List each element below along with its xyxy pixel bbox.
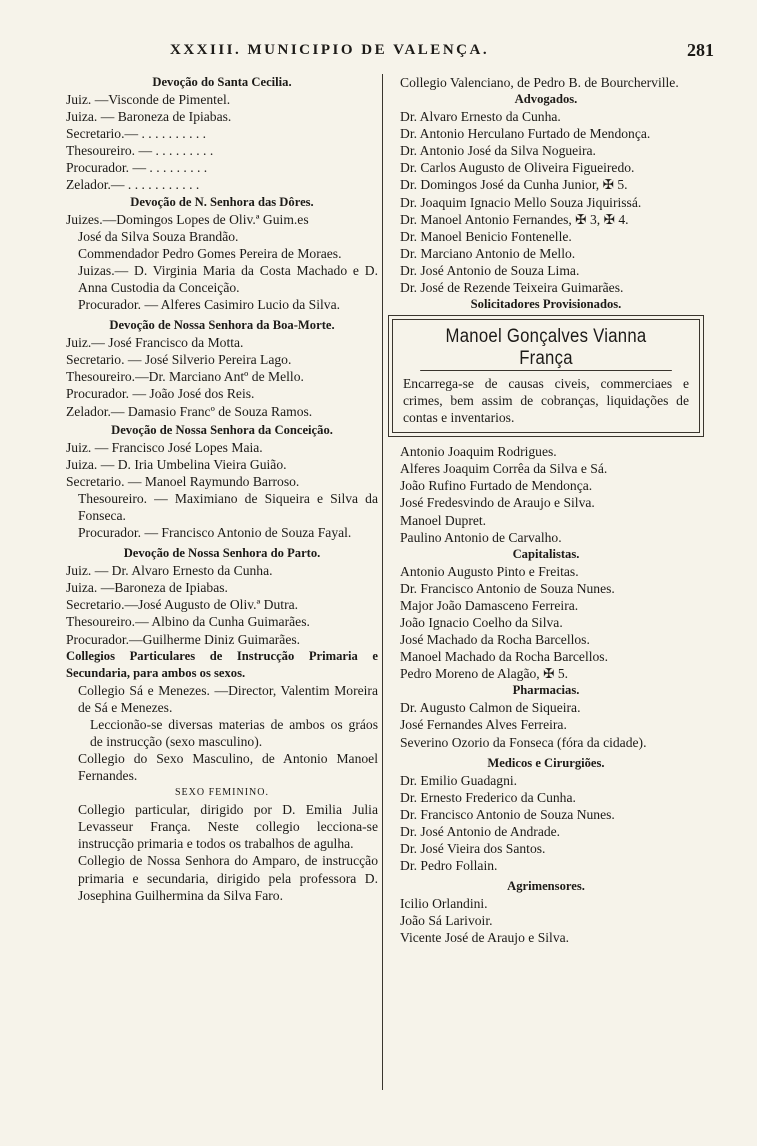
capitalistas-list: [388, 563, 704, 683]
list-item: Paulino Antonio de Carvalho.: [400, 529, 562, 545]
list-item: Dr. Marciano Antonio de Mello.: [400, 245, 576, 261]
entry: Thesoureiro. — Maximiano de Siqueira e Silva da Fonseca.: [78, 490, 378, 523]
section-heading: Agrimensores.: [507, 879, 585, 894]
list-item: Antonio Augusto Pinto e Freitas.: [400, 563, 579, 579]
entry: Thesoureiro.—Dr. Marciano Antº de Mello.: [66, 369, 304, 385]
entry: Procurador. — . . . . . . . . .: [66, 160, 208, 176]
entry: Collegio Valenciano, de Pedro B. de Bourcherville.: [400, 75, 679, 90]
list-item: Severino Ozorio da Fonseca (fóra da cidade).: [400, 734, 647, 750]
entry: Zelador.— . . . . . . . . . . .: [66, 177, 200, 193]
entry: Secretario. — José Silverio Pereira Lago.: [66, 352, 292, 368]
advertisement-name: Manoel Gonçalves Vianna França: [420, 326, 672, 371]
list-item: José Machado da Rocha Barcellos.: [400, 632, 590, 648]
list-item: Dr. José Antonio de Souza Lima.: [400, 262, 580, 278]
list-item: Major João Damasceno Ferreira.: [400, 597, 579, 613]
entry: José da Silva Souza Brandão.: [78, 228, 239, 244]
solicitadores-list: [388, 443, 704, 546]
list-item: João Ignacio Coelho da Silva.: [400, 614, 563, 630]
list-item: Dr. Francisco Antonio de Souza Nunes.: [400, 580, 615, 596]
entry: Juiz. — Dr. Alvaro Ernesto da Cunha.: [66, 563, 273, 579]
list-item: Manoel Machado da Rocha Barcellos.: [400, 649, 608, 665]
section-heading: Solicitadores Provisionados.: [470, 297, 622, 312]
entry: Juizas.— D. Virginia Maria da Costa Machado e D. Anna Custodia da Conceição.: [78, 262, 378, 295]
list-item: Dr. José Antonio de Andrade.: [400, 823, 561, 839]
section-heading: Devoção de Nossa Senhora da Boa-Morte.: [109, 318, 335, 333]
list-item: Dr. Alvaro Ernesto da Cunha.: [400, 109, 561, 125]
section-heading: Devoção de Nossa Senhora da Conceição.: [111, 422, 333, 437]
list-item: Dr. Francisco Antonio de Souza Nunes.: [400, 806, 615, 822]
left-column: [66, 74, 378, 904]
entry: Juiz. — Francisco José Lopes Maia.: [66, 439, 263, 455]
list-item: João Sá Larivoir.: [400, 913, 493, 929]
entry: Thesoureiro.— Albino da Cunha Guimarães.: [66, 614, 310, 630]
entry: Juiz.— José Francisco da Motta.: [66, 335, 244, 351]
list-item: Dr. Joaquim Ignacio Mello Souza Jiquirissá.: [400, 194, 642, 210]
section-heading: Devoção de Nossa Senhora do Parto.: [123, 546, 321, 561]
advertisement-text: Encarrega-se de causas civeis, commerciaes e crimes, bem assim de cobranças, liquidações de contas e inventarios.: [403, 376, 689, 426]
entry: Juiza. — Baroneza de Ipiabas.: [66, 109, 232, 125]
list-item: Icilio Orlandini.: [400, 896, 488, 912]
section-heading: Capitalistas.: [512, 546, 580, 561]
list-item: Dr. Manoel Antonio Fernandes, ✠ 3, ✠ 4.: [400, 211, 629, 227]
advogados-list: [388, 108, 704, 296]
entry: Collegio de Nossa Senhora do Amparo, de instrucção primaria e secundaria, dirigido pela professora D. Josephina Guilhermina da Silva Faro.: [78, 853, 378, 903]
page-number: 281: [687, 40, 714, 60]
section-heading: Pharmacias.: [512, 683, 580, 698]
advertisement-box: [392, 319, 700, 433]
column-divider: [382, 74, 383, 1090]
entry: Procurador. — Alferes Casimiro Lucio da Silva.: [78, 297, 341, 313]
list-item: Dr. Manoel Benicio Fontenelle.: [400, 228, 572, 244]
list-item: Dr. Emilio Guadagni.: [400, 772, 518, 788]
entry: Juiz. —Visconde de Pimentel.: [66, 92, 231, 107]
list-item: José Fernandes Alves Ferreira.: [400, 717, 567, 733]
entry: Secretario. — Manoel Raymundo Barroso.: [66, 473, 300, 489]
subheading: SEXO FEMININO.: [175, 787, 269, 799]
list-item: Dr. José Vieira dos Santos.: [400, 841, 546, 856]
pharmacias-list: [388, 699, 704, 750]
section-heading: Devoção de N. Senhora das Dôres.: [130, 194, 314, 209]
list-item: Dr. Antonio Herculano Furtado de Mendonça.: [400, 126, 651, 142]
section-heading: Medicos e Cirurgiões.: [487, 755, 605, 770]
list-item: Dr. Carlos Augusto de Oliveira Figueiredo.: [400, 160, 635, 176]
entry: Collegio Sá e Menezes. —Director, Valentim Moreira de Sá e Menezes.: [78, 682, 378, 715]
entry: Juizes.—Domingos Lopes de Oliv.ª Guim.es: [66, 211, 309, 227]
list-item: Vicente José de Araujo e Silva.: [400, 930, 570, 946]
list-item: José Fredesvindo de Araujo e Silva.: [400, 495, 595, 511]
entry: Juiza. — D. Iria Umbelina Vieira Guião.: [66, 456, 287, 472]
entry: Procurador. — João José dos Reis.: [66, 386, 255, 402]
section-heading: Advogados.: [514, 92, 578, 107]
list-item: Dr. José de Rezende Teixeira Guimarães.: [400, 280, 624, 296]
list-item: Manoel Dupret.: [400, 512, 487, 528]
section-heading: Collegios Particulares de Instrucção Primaria e Secundaria, para ambos os sexos.: [66, 648, 378, 680]
list-item: João Rufino Furtado de Mendonça.: [400, 478, 593, 494]
medicos-list: [388, 772, 704, 875]
right-column: [388, 74, 704, 946]
list-item: Dr. Domingos José da Cunha Junior, ✠ 5.: [400, 177, 628, 193]
section-heading: Devoção do Santa Cecilia.: [152, 75, 292, 89]
entry: Thesoureiro. — . . . . . . . . .: [66, 143, 214, 159]
entry-note: Leccionão-se diversas materias de ambos os gráos de instrucção (sexo masculino).: [90, 716, 378, 749]
list-item: Alferes Joaquim Corrêa da Silva e Sá.: [400, 461, 608, 477]
entry: Secretario.— . . . . . . . . . .: [66, 126, 207, 142]
agrimensores-list: [388, 895, 704, 946]
list-item: Dr. Ernesto Frederico da Cunha.: [400, 789, 576, 805]
entry: Procurador.—Guilherme Diniz Guimarães.: [66, 631, 301, 647]
list-item: Dr. Augusto Calmon de Siqueira.: [400, 700, 581, 716]
entry: Zelador.— Damasio Francº de Souza Ramos.: [66, 403, 313, 419]
running-header: [40, 42, 722, 64]
list-item: Antonio Joaquim Rodrigues.: [400, 444, 557, 460]
entry: Juiza. —Baroneza de Ipiabas.: [66, 580, 228, 596]
entry: Procurador. — Francisco Antonio de Souza Fayal.: [78, 525, 352, 541]
entry: Commendador Pedro Gomes Pereira de Moraes.: [78, 245, 342, 261]
entry: Collegio particular, dirigido por D. Emilia Julia Levasseur França. Neste collegio lecciona-se instrucção primaria e todos os trabalhos de agulha.: [78, 802, 378, 852]
page-title: XXXIII. MUNICIPIO DE VALENÇA.: [170, 42, 490, 58]
entry: Secretario.—José Augusto de Oliv.ª Dutra.: [66, 597, 299, 613]
list-item: Dr. Pedro Follain.: [400, 858, 498, 874]
list-item: Pedro Moreno de Alagão, ✠ 5.: [400, 666, 569, 682]
list-item: Dr. Antonio José da Silva Nogueira.: [400, 143, 596, 159]
entry: Collegio do Sexo Masculino, de Antonio Manoel Fernandes.: [78, 751, 378, 784]
